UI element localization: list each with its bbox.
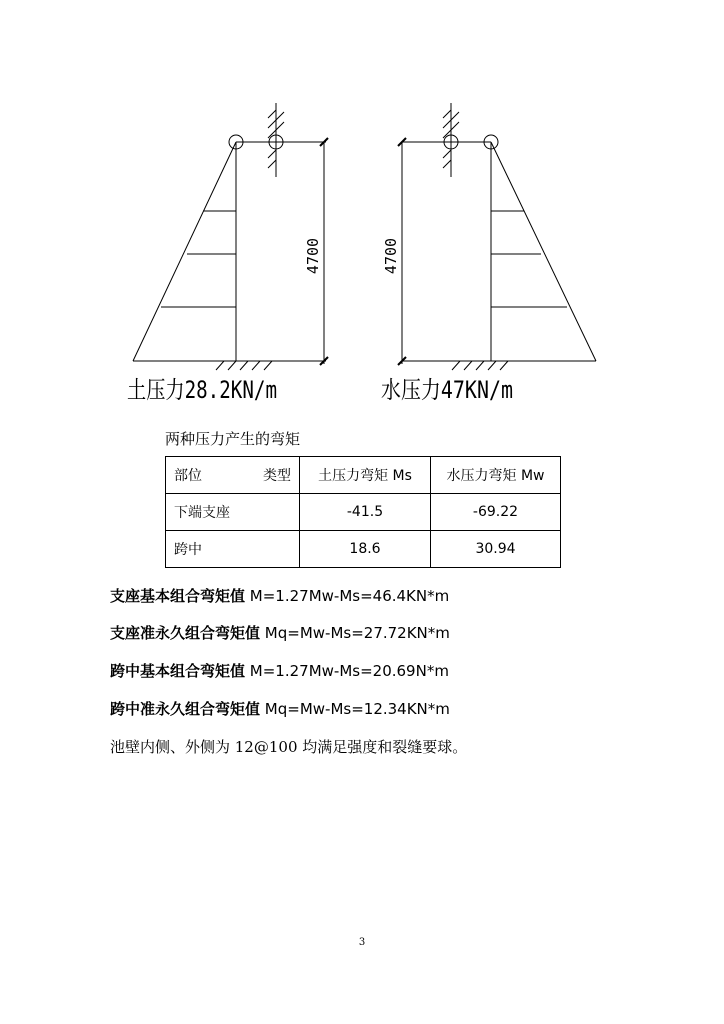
table-row <box>166 531 561 568</box>
row-location: 跨中 <box>166 531 300 568</box>
water-load-slope <box>491 142 596 361</box>
formula-line <box>110 585 449 606</box>
water-support-hatch <box>443 150 451 158</box>
header-ms: 土压力弯矩 Ms <box>300 457 431 494</box>
soil-ground-hatch <box>216 361 224 370</box>
formula-label: 跨中准永久组合弯矩值 <box>110 700 261 718</box>
water-ground-hatch <box>452 361 460 370</box>
water-ground-hatch <box>500 361 508 370</box>
header-mw: 水压力弯矩 Mw <box>431 457 561 494</box>
water-pressure-diagram <box>398 103 596 370</box>
row-location: 下端支座 <box>166 494 300 531</box>
formula-expression: Mq=Mw-Ms=27.72KN*m <box>264 624 450 642</box>
soil-support-hatch <box>276 112 284 120</box>
table-header-row <box>166 457 561 494</box>
soil-support-hatch <box>276 122 284 130</box>
water-support-hatch <box>443 120 451 128</box>
soil-dimension-text: 4700 <box>304 237 322 275</box>
moment-table <box>165 456 561 568</box>
soil-ground-hatch <box>240 361 248 370</box>
water-support-hatch <box>451 122 459 130</box>
water-support-hatch <box>443 160 451 168</box>
formula-expression: M=1.27Mw-Ms=20.69N*m <box>249 662 449 680</box>
water-pressure-label: 水压力47KN/m <box>381 376 513 404</box>
formula-expression: Mq=Mw-Ms=12.34KN*m <box>264 700 450 718</box>
formula-label: 支座准永久组合弯矩值 <box>110 624 261 642</box>
row-ms-value: 18.6 <box>300 531 431 568</box>
formula-label: 支座基本组合弯矩值 <box>110 587 246 605</box>
soil-ground-hatch <box>264 361 272 370</box>
soil-pressure-diagram <box>133 103 328 370</box>
water-ground-hatch <box>464 361 472 370</box>
pressure-diagrams <box>0 0 724 420</box>
soil-ground-hatch <box>252 361 260 370</box>
water-dimension-text: 4700 <box>382 237 400 275</box>
header-location-label: 部位 <box>174 468 202 484</box>
water-support-hatch <box>451 112 459 120</box>
formula-line <box>110 660 449 681</box>
water-support-hatch <box>443 110 451 118</box>
water-ground-hatch <box>488 361 496 370</box>
conclusion-text: 池壁内侧、外侧为 12@100 均满足强度和裂缝要球。 <box>110 738 468 756</box>
row-mw-value: 30.94 <box>431 531 561 568</box>
formula-line <box>110 622 450 643</box>
formula-line <box>110 698 450 719</box>
soil-pressure-label: 土压力28.2KN/m <box>127 376 277 404</box>
soil-support-hatch <box>268 160 276 168</box>
row-mw-value: -69.22 <box>431 494 561 531</box>
soil-ground-hatch <box>228 361 236 370</box>
soil-support-hatch <box>268 120 276 128</box>
table-caption: 两种压力产生的弯矩 <box>165 430 301 448</box>
row-ms-value: -41.5 <box>300 494 431 531</box>
formula-label: 跨中基本组合弯矩值 <box>110 662 246 680</box>
formula-expression: M=1.27Mw-Ms=46.4KN*m <box>249 587 450 605</box>
page-number: 3 <box>358 937 366 948</box>
table-header-corner <box>166 457 300 494</box>
table-row <box>166 494 561 531</box>
soil-load-slope <box>133 142 236 361</box>
water-ground-hatch <box>476 361 484 370</box>
header-type-label: 类型 <box>263 468 291 484</box>
soil-support-hatch <box>268 110 276 118</box>
soil-support-hatch <box>268 150 276 158</box>
